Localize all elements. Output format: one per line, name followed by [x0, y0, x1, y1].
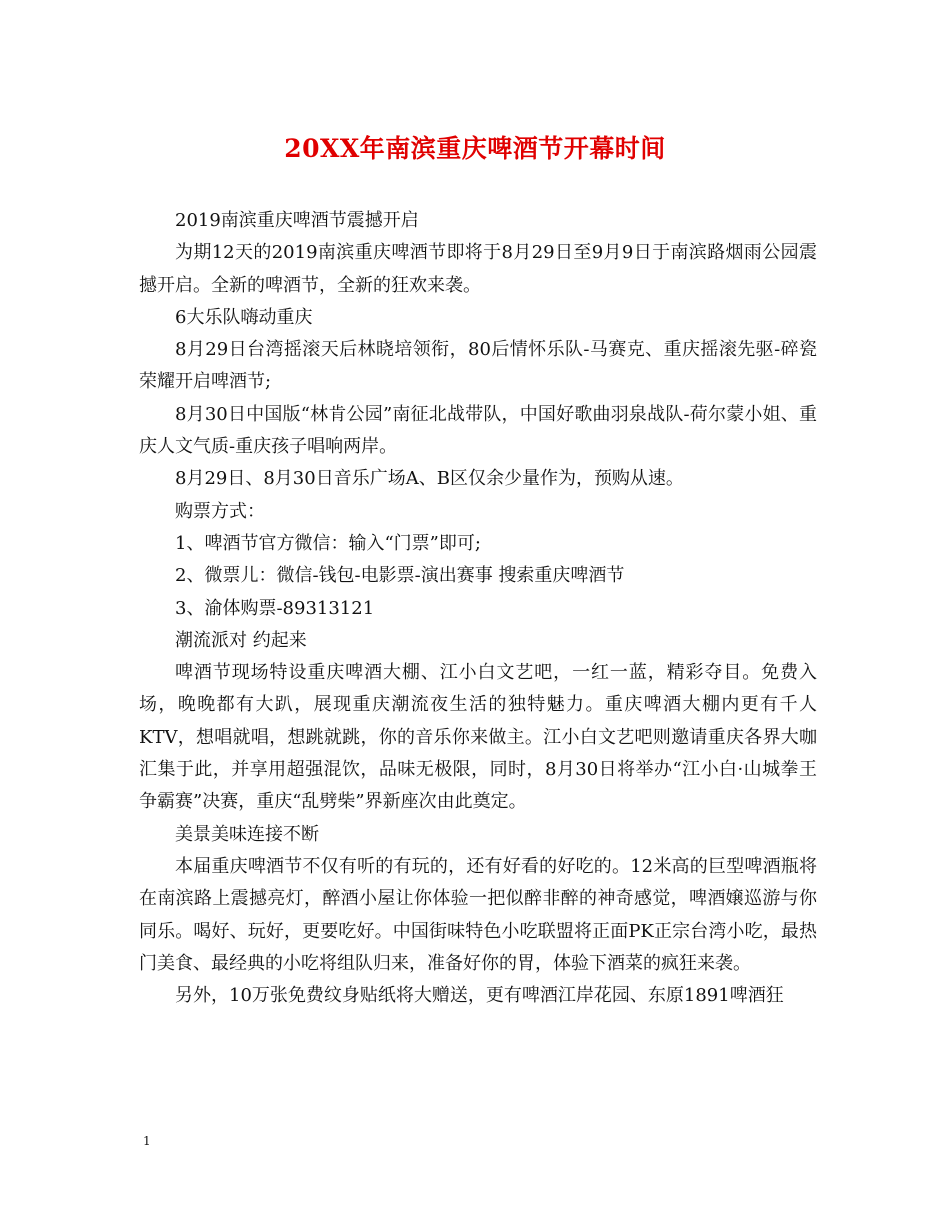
paragraph: 3、渝体购票-89313121 — [175, 597, 375, 619]
paragraph: 8月29日台湾摇滚天后林晓培领衔，80后情怀乐队-马赛克、重庆摇滚先驱-碎瓷荣耀开启啤酒节; — [139, 339, 817, 393]
paragraph: 啤酒节现场特设重庆啤酒大棚、江小白文艺吧，一红一蓝，精彩夺目。免费入场，晚晚都有大趴，展现重庆潮流夜生活的独特魅力。重庆啤酒大棚内更有千人KTV，想唱就唱，想跳就跳，你的音乐你来做主。江小白文艺吧则邀请重庆各界大咖汇集于此，并享用超强混饮，品味无极限，同时，8月30日将举办“江小白·山城拳王争霸赛”决赛，重庆“乱劈柴”界新座次由此奠定。 — [139, 662, 817, 813]
paragraph: 购票方式： — [175, 500, 265, 522]
paragraph: 为期12天的2019南滨重庆啤酒节即将于8月29日至9月9日于南滨路烟雨公园震撼开启。全新的啤酒节，全新的狂欢来袭。 — [139, 242, 817, 296]
paragraph: 8月29日、8月30日音乐广场A、B区仅余少量作为，预购从速。 — [175, 468, 684, 490]
paragraph: 本届重庆啤酒节不仅有听的有玩的，还有好看的好吃的。12米高的巨型啤酒瓶将在南滨路上震撼亮灯，醉酒小屋让你体验一把似醉非醉的神奇感觉，啤酒嬢巡游与你同乐。喝好、玩好，更要吃好。中国街味特色小吃联盟将正面PK正宗台湾小吃，最热门美食、最经典的小吃将组队归来，准备好你的胃，体验下酒菜的疯狂来袭。 — [139, 855, 817, 974]
paragraph: 2019南滨重庆啤酒节震撼开启 — [175, 210, 419, 231]
paragraph: 潮流派对 约起来 — [175, 629, 307, 651]
paragraph: 8月30日中国版“林肯公园”南征北战带队，中国好歌曲羽泉战队-荷尔蒙小姐、重庆人文气质-重庆孩子唱响两岸。 — [139, 403, 817, 458]
paragraph: 6大乐队嗨动重庆 — [175, 306, 313, 328]
document-title: 20XX年南滨重庆啤酒节开幕时间 — [284, 134, 666, 163]
paragraph: 美景美味连接不断 — [175, 823, 319, 845]
paragraph: 另外，10万张免费纹身贴纸将大赠送，更有啤酒江岸花园、东原1891啤酒狂 — [175, 985, 784, 1007]
paragraph: 2、微票儿：微信-钱包-电影票-演出赛事 搜索重庆啤酒节 — [175, 565, 625, 587]
page-number: 1 — [143, 1134, 151, 1148]
document-body — [139, 205, 817, 1012]
paragraph: 1、啤酒节官方微信：输入“门票”即可; — [175, 532, 481, 554]
